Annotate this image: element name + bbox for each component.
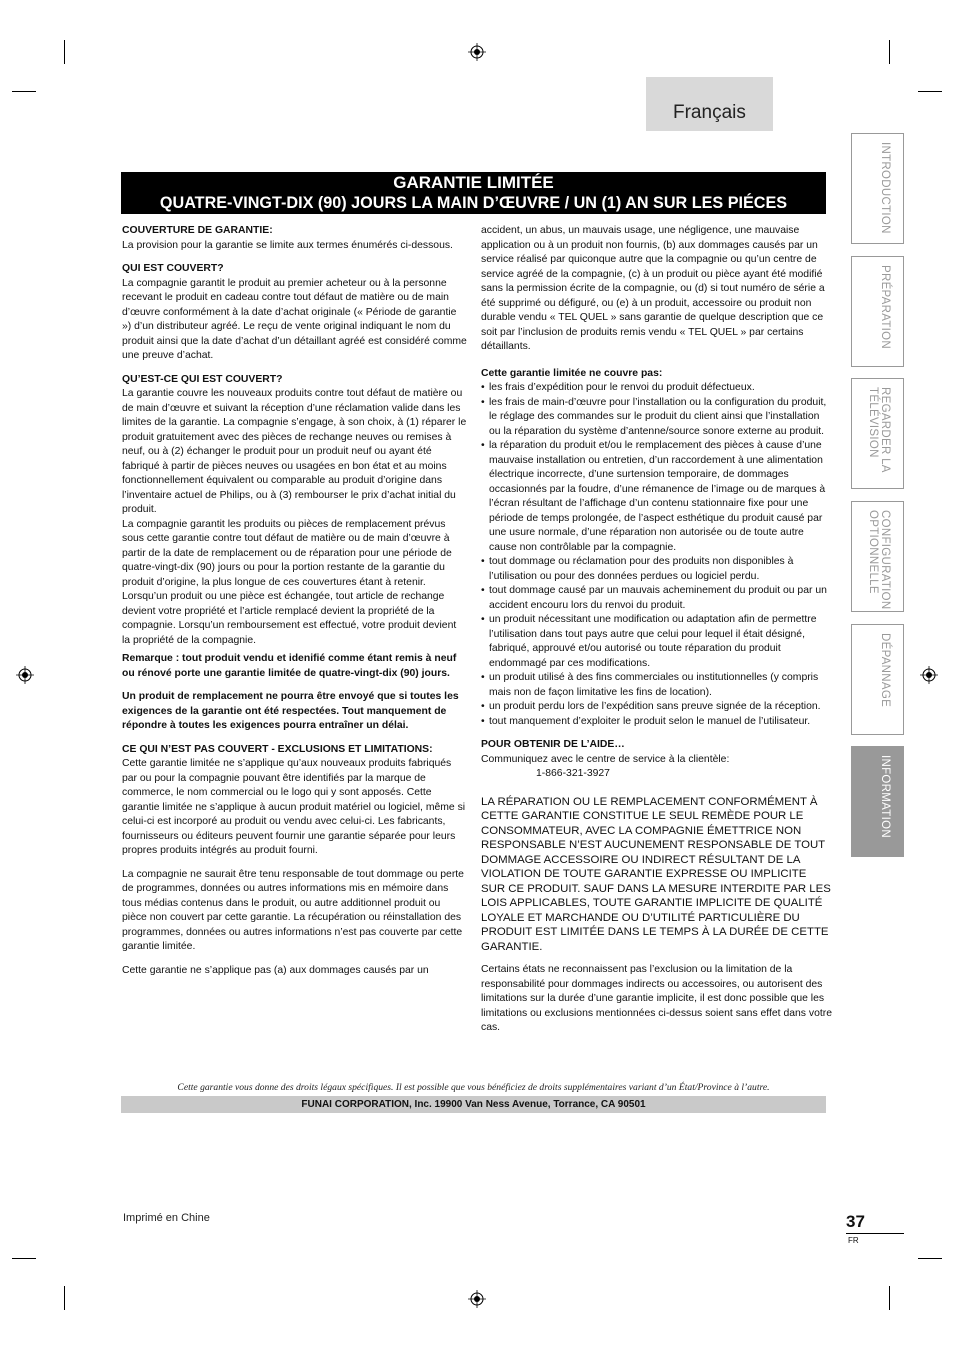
side-tab-label: DÉPANNAGE	[879, 633, 891, 708]
paragraph: accident, un abus, un mauvais usage, une négligence, une mauvaise application ou à un produit non fournis, (b) aux dommages causés par un service réalisé par quiconque autre que la compagnie ou qu’un centre de service agréé de la compagnie, (c) à un produit ou pièce ayant été modifié sans la permission écrite de la compagnie, ou (d) si tout numéro de série a été supprimé ou défiguré, ou (e) à un produit, accessoire ou produit non durable vendu « TEL QUEL » sans garantie de quelque description que ce soit par l’inclusion de produits remis vendu « TEL QUEL » par certains détaillants.	[481, 225, 825, 352]
footnote: Cette garantie vous donne des droits légaux spécifiques. Il est possible que vous bénéficiez de droits supplémentaires variant d’un État/Province à l’autre.	[177, 1082, 770, 1093]
list-item: • tout dommage causé par un mauvais acheminement du produit ou par un accident encouru lors du renvoi du produit.	[481, 584, 833, 613]
crop-mark	[889, 40, 890, 64]
side-tab-label: REGARDER LA TÉLÉVISION	[867, 387, 891, 473]
list-item: • la réparation du produit et/ou le remplacement des pièces à cause d’une mauvaise installation ou entretien, d’un raccordement à une alimentation électrique incorrecte, d’une surtension temporaire, de dommages occasionnés par la foudre, d’une rémanence de l’image ou de marques à l’écran résultant de l’affichage d’un contenu stationnaire fixe pour une période de temps prolongée, de l’aspect esthétique du produit causé par une usure normale, d’une réparation non autorisée ou de toute autre cause non contrôlable par la compagnie.	[481, 439, 833, 555]
disclaimer-caps: LA RÉPARATION OU LE REMPLACEMENT CONFORMÉMENT À CETTE GARANTIE CONSTITUE LE SEUL REMÈDE POUR LE CONSOMMATEUR, AVEC LA COMPAGNIE ÉMETTRICE NON RESPONSABLE N’EST AUCUNEMENT RESPONSABLE DE TOUT DOMMAGE ACCESSOIRE OU INDIRECT RÉSULTANT DE LA VIOLATION DE TOUTE GARANTIE EXPRESSE OU IMPLICITE SUR CE PRODUIT. SAUF DANS LA MESURE INTERDITE PAR LES LOIS APPLICABLES, TOUTE GARANTIE IMPLICITE DE QUALITÉ LOYALE ET MARCHANDE OU D’UTILITÉ PARTICULIÈRE DU PRODUIT EST LIMITÉE DANS LE TEMPS À LA DURÉE DE CETTE GARANTIE.	[481, 795, 831, 953]
page-number-rule	[846, 1233, 904, 1234]
exclusions-list	[481, 381, 833, 729]
side-tab-troubleshooting[interactable]	[851, 624, 904, 735]
crop-mark	[918, 1258, 942, 1259]
section-heading: QU’EST-CE QUI EST COUVERT?	[122, 373, 283, 385]
section-heading: COUVERTURE DE GARANTIE:	[122, 225, 273, 236]
crop-mark	[64, 1286, 65, 1310]
page-title: GARANTIE LIMITÉE	[393, 173, 554, 192]
side-tab-label: INFORMATION	[879, 755, 891, 838]
section-heading: Cette garantie limitée ne couvre pas:	[481, 367, 663, 379]
paragraph: Communiquez avec le centre de service à la clientèle:	[481, 753, 730, 765]
paragraph: Cette garantie limitée ne s’applique qu’aux nouveaux produits fabriqués par ou pour la compagnie pouvant être identifiés par la marque de commerce, le nom commercial ou le logo qui y sont apposés. Cette garantie limitée ne s’applique à aucun produit matériel ou logiciel, même si celui-ci est incorporé au produit ou vendu avec celui-ci. Les fabricants, fournisseurs ou éditeurs peuvent fournir une garantie séparée pour leurs propres produits intégrés au produit fourni.	[122, 758, 466, 856]
crop-mark	[64, 40, 65, 64]
company-address: FUNAI CORPORATION, Inc. 19900 Van Ness Avenue, Torrance, CA 90501	[121, 1096, 826, 1113]
paragraph: La compagnie garantit le produit au premier acheteur ou à la personne recevant le produit en cadeau contre tout défaut de matière ou de main d’œuvre conformément à la date d’achat originale (« Période de garantie ») d’un distributeur agréé. Le reçu de vente original indiquant le nom du produit ainsi que la date d’achat d’un détaillant agréé est considéré comme une preuve d’achat.	[122, 277, 467, 361]
registration-mark-icon	[468, 43, 486, 61]
crop-mark	[12, 1258, 36, 1259]
list-item: • les frais d’expédition pour le renvoi du produit défectueux.	[481, 381, 833, 396]
registration-mark-icon	[468, 1290, 486, 1308]
title-banner	[121, 172, 826, 214]
side-tab-label: CONFIGURATION OPTIONNELLE	[867, 510, 891, 610]
paragraph: La compagnie ne saurait être tenu responsable de tout dommage ou perte de programmes, données ou autres informations mis en mémoire dans tous médias contenus dans le produit, ou autre additionnel produit ou pièce non couvert par cette garantie. La récupération ou réinstallation des programmes, données ou autres informations n’est pas couverte par cette garantie limitée.	[122, 868, 464, 952]
list-item: • un produit nécessitant une modification ou adaptation afin de permettre l’utilisation dans tout pays autre que celui pour lequel il était désigné, fabriqué, approuvé et/ou autorisé ou toute réparation du produit endommagé par ces modifications.	[481, 613, 833, 671]
language-tab: Français	[646, 77, 773, 131]
remark-note: Remarque : tout produit vendu et idenifié comme étant remis à neuf ou rénové porte une garantie limitée de quatre-vingt-dix (90) jours.	[122, 653, 457, 679]
side-tab-introduction[interactable]	[851, 133, 904, 244]
paragraph: La garantie couvre les nouveaux produits contre tout défaut de matière ou de main d’œuvre et suivant la réception d’une réclamation valide dans les limites de la garantie. La compagnie s’engage, à son choix, à (1) réparer le produit gratuitement avec des pièces de rechange neuves ou remises à neuf, ou à (2) échanger le produit pour un produit neuf ou ayant été fabriqué à partir de pièces neuves ou usagées en bon état et au moins fonctionnellement équivalent ou comparable au produit d’origine dans l’inventaire actuel de Philips, ou à (3) rembourser le prix d’achat initial du produit.	[122, 388, 467, 515]
list-item: • un produit utilisé à des fins commerciales ou institutionnelles (y compris mais non de façon limitative les fins de location).	[481, 671, 833, 700]
crop-mark	[12, 91, 36, 92]
crop-mark	[889, 1286, 890, 1310]
side-tab-watching-tv[interactable]	[851, 378, 904, 489]
side-tab-preparation[interactable]	[851, 256, 904, 367]
printed-in: Imprimé en Chine	[123, 1212, 210, 1224]
section-heading: CE QUI N’EST PAS COUVERT - EXCLUSIONS ET LIMITATIONS:	[122, 743, 433, 755]
paragraph: Cette garantie ne s’applique pas (a) aux dommages causés par un	[122, 964, 429, 976]
page-number: 37	[846, 1212, 865, 1231]
list-item: • un produit perdu lors de l’expédition sans preuve signée de la réception.	[481, 700, 833, 715]
paragraph: La provision pour la garantie se limite aux termes énumérés ci-dessous.	[122, 239, 453, 251]
paragraph: Certains états ne reconnaissent pas l’exclusion ou la limitation de la responsabilité pour dommages indirects ou accessoires, ou autorisent des limitations sur la durée d’une garantie implicite, il est donc possible que les limitations ou exclusions mentionnées ci-dessus soient sans effet dans votre cas.	[481, 964, 832, 1033]
page-subtitle: QUATRE-VINGT-DIX (90) JOURS LA MAIN D’ŒUVRE / UN (1) AN SUR LES PIÉCES	[159, 194, 788, 212]
phone-number: 1-866-321-3927	[536, 768, 610, 779]
page-language-code: FR	[848, 1236, 859, 1245]
side-tab-optional-setup[interactable]	[851, 501, 904, 612]
side-tab-label: PRÉPARATION	[879, 265, 891, 350]
section-heading: POUR OBTENIR DE L’AIDE…	[481, 739, 625, 750]
crop-mark	[918, 91, 942, 92]
replacement-note: Un produit de remplacement ne pourra être envoyé que si toutes les exigences de la garantie ont été respectées. Tout manquement de répondre à toutes les exigences pourra entraîner un délai.	[122, 691, 459, 731]
right-column	[481, 224, 833, 1036]
left-column	[122, 224, 467, 978]
list-item: • les frais de main-d’œuvre pour l’installation ou la configuration du produit, le réglage des commandes sur le produit du client ainsi que l’installation ou la réparation du système d’antenne/source sonore externe au produit.	[481, 396, 833, 440]
registration-mark-icon	[920, 666, 938, 684]
list-item: • tout manquement d’exploiter le produit selon le manuel de l’utilisateur.	[481, 715, 833, 730]
paragraph: La compagnie garantit les produits ou pièces de remplacement prévus sous cette garantie contre tout défaut de matière ou de main d’œuvre à partir de la date de remplacement ou de réparation pour une période de quatre-vingt-dix (90) jours ou pour la portion restante de la garantie du produit d’origine, la plus longue de ces couvertures étant à retenir. Lorsqu’un produit ou une pièce est échangée, tout article de rechange devient votre propriété et l’article remplacé devient la propriété de la compagnie. Lorsqu’un remboursement est effectué, votre produit devient la propriété de la compagnie.	[122, 518, 457, 646]
side-tab-label: INTRODUCTION	[879, 142, 891, 234]
registration-mark-icon	[16, 666, 34, 684]
side-tab-information[interactable]	[851, 746, 904, 857]
list-item: • tout dommage ou réclamation pour des produits non disponibles à l’utilisation ou pour des données perdues ou logiciel perdu.	[481, 555, 833, 584]
section-heading: QUI EST COUVERT?	[122, 263, 224, 274]
